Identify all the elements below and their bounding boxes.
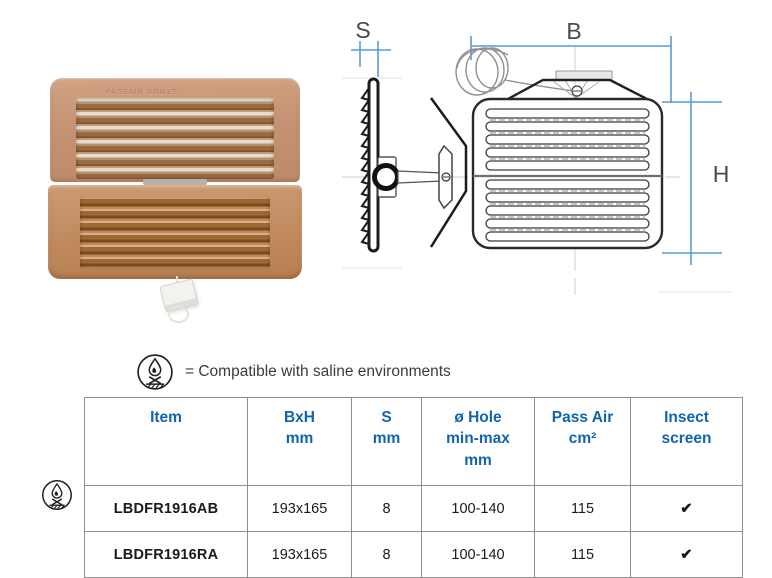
item-code: LBDFR1916AB — [85, 486, 248, 532]
col-header-hole: ø Hole min-max mm — [422, 398, 535, 486]
table-row — [85, 532, 743, 578]
pass-air-value: 115 — [535, 486, 631, 532]
hole-value: 100-140 — [422, 486, 535, 532]
s-value: 8 — [352, 532, 422, 578]
pass-air-value: 115 — [535, 532, 631, 578]
grille-bottom-louvers — [80, 197, 270, 269]
grille-bottom-panel — [48, 185, 302, 279]
pull-cord-coil — [456, 48, 573, 95]
s-value: 8 — [352, 486, 422, 532]
insect-screen-check: ✔ — [631, 532, 743, 578]
item-code: LBDFR1916RA — [85, 532, 248, 578]
col-header-pass-air: Pass Air cm² — [535, 398, 631, 486]
dimension-s-label: S — [355, 17, 371, 43]
bxh-value: 193x165 — [248, 486, 352, 532]
col-header-s: S mm — [352, 398, 422, 486]
dimension-b-lines — [471, 36, 671, 103]
dimension-b-label: B — [566, 18, 582, 44]
bxh-value: 193x165 — [248, 532, 352, 578]
grille-top-louvers — [76, 98, 274, 179]
product-spec-table — [84, 397, 743, 578]
saline-compatibility-note — [136, 352, 451, 392]
insect-screen-check: ✔ — [631, 486, 743, 532]
side-view-grille-profile — [369, 79, 378, 251]
technical-dimension-diagram — [340, 8, 760, 308]
col-header-bxh: BxH mm — [248, 398, 352, 486]
table-header-row — [85, 398, 743, 486]
dimension-s-lines — [351, 41, 391, 77]
saline-environment-icon — [41, 479, 73, 511]
hole-value: 100-140 — [422, 532, 535, 578]
dimension-h-label: H — [712, 161, 730, 187]
saline-note-text: = Compatible with saline environments — [185, 363, 451, 380]
adjustment-knob — [375, 166, 398, 189]
grille-top-panel — [50, 78, 300, 182]
col-header-item: Item — [85, 398, 248, 486]
saline-environment-icon — [136, 353, 174, 391]
embossed-brand-text: PASSAIR GRILLS — [106, 87, 178, 96]
col-header-insect-screen: Insect screen — [631, 398, 743, 486]
cord-loop — [168, 306, 189, 323]
product-photo-copper-grille — [48, 70, 302, 320]
table-row — [85, 486, 743, 532]
